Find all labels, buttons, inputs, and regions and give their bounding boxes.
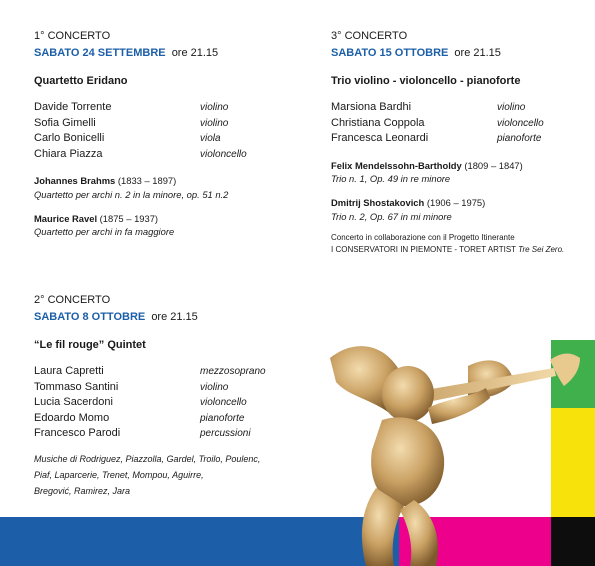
performer-row (34, 100, 294, 116)
concert-3-section (331, 30, 591, 255)
concert-2-ensemble: “Le fil rouge” Quintet (34, 339, 146, 351)
performer-name: Tommaso Santini (34, 380, 119, 393)
performer-name: Carlo Bonicelli (34, 132, 105, 145)
concert-2-performer-list (34, 364, 294, 442)
performer-name: Lucia Sacerdoni (34, 396, 113, 409)
performer-name: Francesca Leonardi (331, 132, 429, 145)
performer-row (34, 364, 294, 380)
concert-3-number: 3° CONCERTO (331, 30, 408, 42)
composer-name: Felix Mendelssohn-Bartholdy (331, 159, 462, 171)
concert-2-composers (34, 451, 294, 499)
concert-3-piece (331, 196, 591, 223)
concert-3-ensemble: Trio violino - violoncello - pianoforte (331, 75, 521, 87)
composer-years: (1833 – 1897) (117, 175, 177, 187)
concert-1-number: 1° CONCERTO (34, 30, 111, 42)
concert-2-section (34, 294, 294, 499)
cherub-with-trumpet-image (318, 338, 586, 566)
performer-row (331, 100, 591, 116)
concert-3-date-line (331, 47, 591, 59)
concert-2-date: SABATO 8 OTTOBRE (34, 311, 146, 323)
concert-1-time: ore 21.15 (171, 47, 219, 59)
cherub-head (382, 366, 434, 422)
composer-name: Johannes Brahms (34, 175, 116, 187)
performer-row (34, 131, 294, 147)
concert-1-date-line (34, 47, 294, 59)
performer-row (331, 116, 591, 132)
note-italic: Tre Sei Zero. (518, 244, 565, 254)
work-title: Quartetto per archi in fa maggiore (34, 226, 175, 238)
performer-instrument: percussioni (200, 428, 251, 440)
note-line (331, 244, 591, 255)
composer-years: (1809 – 1847) (464, 159, 523, 171)
concert-2-date-line (34, 311, 294, 323)
concert-1-piece (34, 174, 294, 201)
performer-instrument: violino (200, 102, 229, 113)
composer-years: (1875 – 1937) (99, 212, 159, 224)
composer-name: Maurice Ravel (34, 212, 98, 224)
performer-row (331, 131, 591, 147)
performer-name: Sofia Gimelli (34, 116, 96, 129)
performer-name: Chiara Piazza (34, 147, 103, 160)
concert-1-section (34, 30, 294, 239)
performer-instrument: pianoforte (200, 412, 245, 424)
performer-instrument: violoncello (497, 117, 544, 129)
composers-line: Piaf, Laparcerie, Trenet, Mompou, Aguirre, (34, 469, 204, 480)
composer-name: Dmitrij Shostakovich (331, 196, 425, 208)
performer-instrument: violino (497, 102, 526, 113)
performer-name: Marsiona Bardhi (331, 101, 412, 113)
performer-row (34, 116, 294, 132)
concert-3-time: ore 21.15 (454, 47, 501, 59)
performer-row (34, 380, 294, 396)
performer-name: Edoardo Momo (34, 411, 110, 424)
concert-3-piece (331, 159, 591, 186)
concert-3-performer-list (331, 100, 591, 147)
composers-line: Bregović, Ramirez, Jara (34, 485, 131, 496)
performer-name: Francesco Parodi (34, 427, 121, 440)
concert-1-date: SABATO 24 SETTEMBRE (34, 47, 166, 59)
performer-instrument: violoncello (200, 148, 247, 160)
composer-years: (1906 – 1975) (426, 196, 486, 208)
performer-instrument: pianoforte (497, 133, 542, 145)
performer-instrument: viola (200, 133, 221, 145)
concert-1-ensemble: Quartetto Eridano (34, 75, 128, 87)
cherub-leg (400, 500, 438, 566)
performer-instrument: violino (200, 117, 229, 129)
performer-name: Davide Torrente (34, 101, 112, 113)
concert-3-date: SABATO 15 OTTOBRE (331, 47, 449, 59)
performer-instrument: violoncello (200, 397, 247, 409)
work-title: Trio n. 2, Op. 67 in mi minore (331, 210, 452, 222)
performer-name: Christiana Coppola (331, 116, 425, 129)
performer-row (34, 426, 294, 442)
concert-1-piece (34, 212, 294, 239)
concert-2-number: 2° CONCERTO (34, 294, 111, 306)
performer-row (34, 411, 294, 427)
note-text: I CONSERVATORI IN PIEMONTE - TORET ARTIST (331, 244, 516, 254)
performer-instrument: violino (200, 381, 229, 393)
work-title: Trio n. 1, Op. 49 in re minore (331, 173, 451, 185)
performer-name: Laura Capretti (34, 365, 104, 377)
composers-line: Musiche di Rodriguez, Piazzolla, Gardel, Troilo, Poulenc, (34, 453, 261, 464)
performer-instrument: mezzosoprano (200, 366, 266, 377)
work-title: Quartetto per archi n. 2 in la minore, op. 51 n.2 (34, 188, 229, 200)
performer-row (34, 147, 294, 163)
collaboration-note (331, 232, 591, 255)
concert-2-time: ore 21.15 (151, 311, 198, 323)
concert-1-performer-list (34, 100, 294, 162)
performer-row (34, 395, 294, 411)
note-line: Concerto in collaborazione con il Progetto Itinerante (331, 233, 515, 243)
trumpet-bell (550, 353, 580, 386)
